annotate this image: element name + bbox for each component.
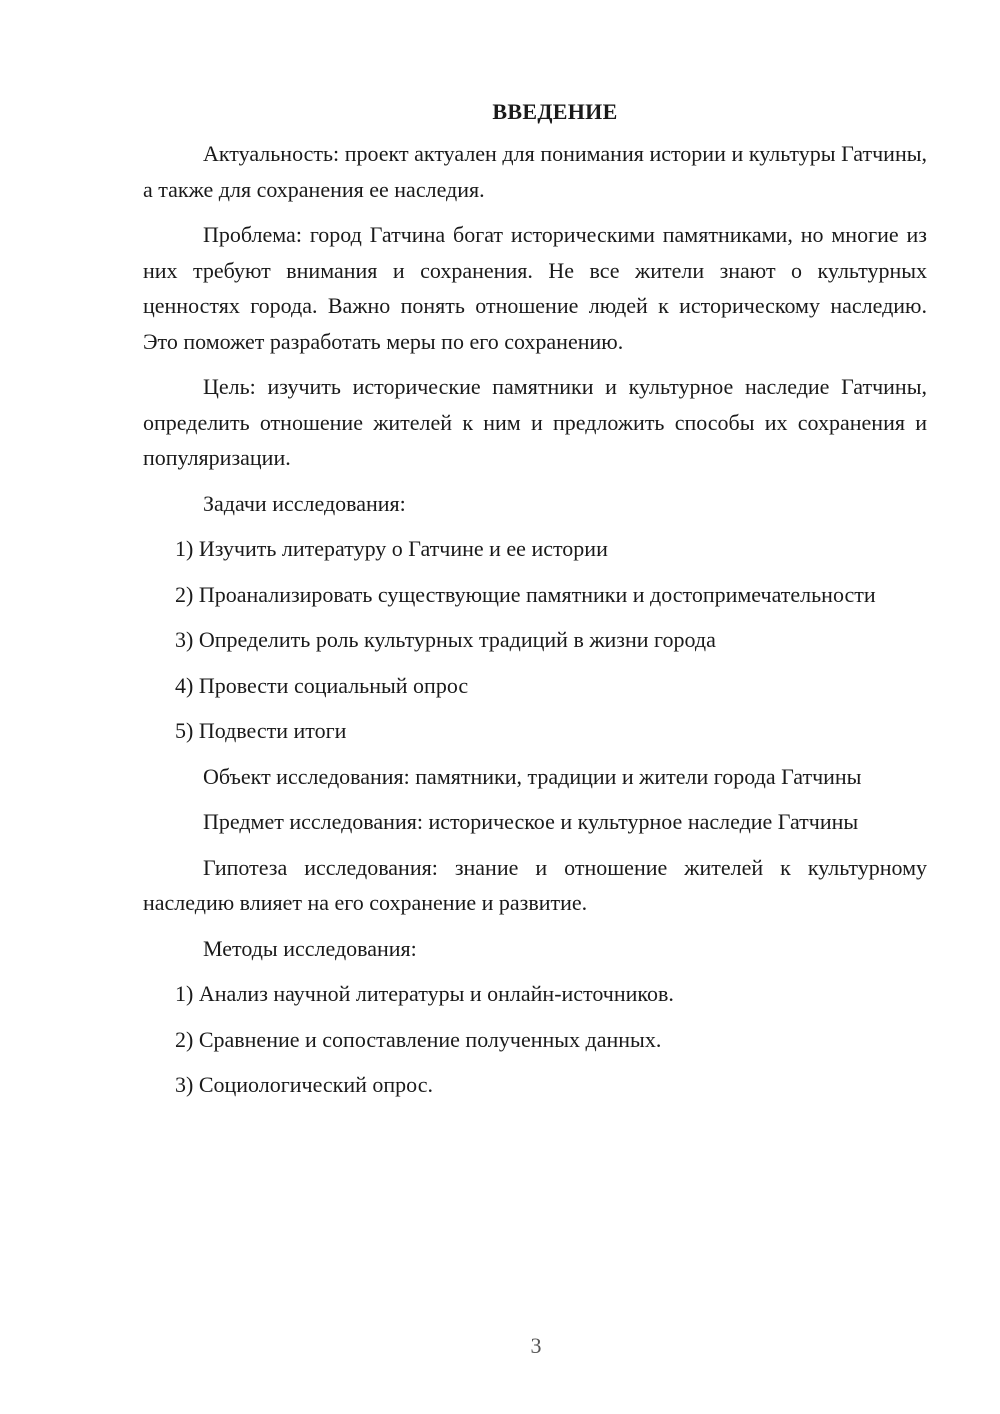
object-paragraph: Объект исследования: памятники, традиции и жители города Гатчины: [203, 763, 862, 789]
hypothesis-paragraph: Гипотеза исследования: знание и отношение жителей к культурному наследию влияет на его сохранение и развитие.: [143, 854, 927, 915]
problem-paragraph: Проблема: город Гатчина богат историческими памятниками, но многие из них требуют внимания и сохранения. Не все жители знают о культурных ценностях города. Важно понять отношение людей к историческому наследию. Это поможет разработать меры по его сохранению.: [143, 222, 927, 354]
task-item: 3) Определить роль культурных традиций в жизни города: [175, 627, 716, 652]
task-item: 5) Подвести итоги: [175, 718, 347, 743]
task-item: 4) Провести социальный опрос: [175, 672, 469, 698]
method-item: 3) Социологический опрос.: [175, 1072, 433, 1097]
subject-paragraph: Предмет исследования: историческое и культурное наследие Гатчины: [203, 809, 859, 834]
relevance-paragraph: Актуальность: проект актуален для понимания истории и культуры Гатчины, а также для сохранения ее наследия.: [143, 141, 927, 202]
task-item: 1) Изучить литературу о Гатчине и ее истории: [175, 536, 608, 561]
method-item: 2) Сравнение и сопоставление полученных данных.: [175, 1026, 662, 1052]
method-item: 1) Анализ научной литературы и онлайн-источников.: [175, 981, 674, 1006]
tasks-heading: Задачи исследования:: [203, 490, 406, 516]
methods-heading: Методы исследования:: [203, 935, 417, 961]
task-item: 2) Проанализировать существующие памятники и достопримечательности: [175, 581, 876, 607]
goal-paragraph: Цель: изучить исторические памятники и культурное наследие Гатчины, определить отношение жителей к ним и предложить способы их сохранения и популяризации.: [143, 374, 927, 470]
page-title: ВВЕДЕНИЕ: [492, 99, 618, 124]
page-number: 3: [530, 1333, 542, 1358]
